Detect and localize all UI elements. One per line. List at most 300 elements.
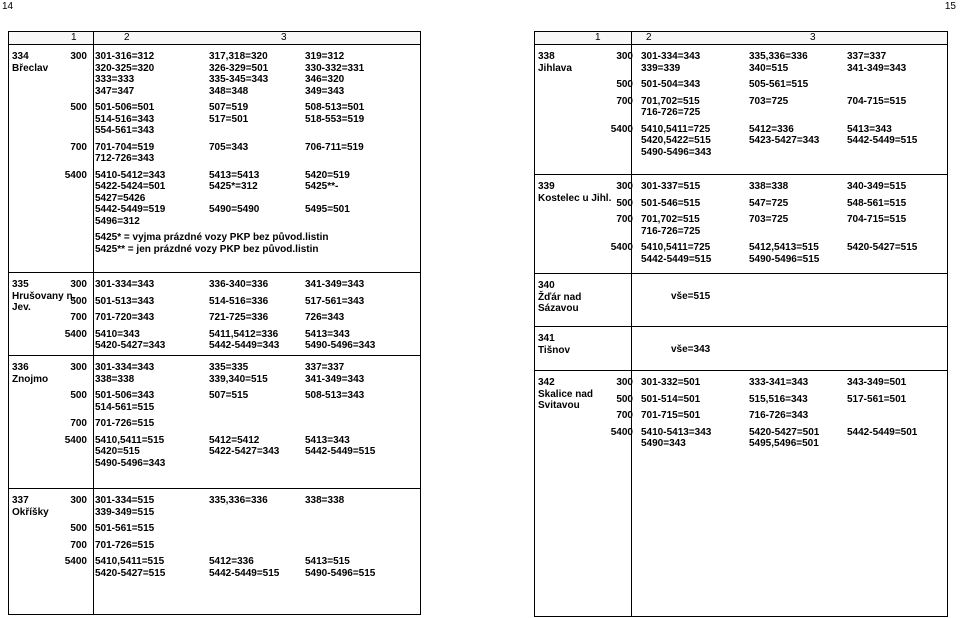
value-line: 716-726=725 (641, 107, 701, 118)
value-line: 501-546=515 (641, 197, 701, 209)
mapping-col-a (95, 556, 209, 579)
category-code: 5400 (64, 328, 87, 340)
value-line: 5410-5413=343 (641, 426, 712, 438)
header-col-1: 1 (595, 32, 601, 43)
value-line: 704-715=515 (847, 214, 907, 225)
mapping-col-c (847, 214, 906, 226)
value-line: 5442-5449=501 (847, 426, 918, 438)
station-name-line: Jihlava (538, 62, 572, 74)
station-name-line: Žďár nad (538, 291, 582, 303)
value-line: 5412=5412 (209, 434, 260, 446)
header-col-3: 3 (810, 32, 816, 43)
value-line: 505-561=515 (749, 79, 809, 90)
value-line: 547=725 (749, 197, 789, 209)
value-line: 507=515 (209, 390, 249, 401)
category-code: 500 (70, 390, 87, 401)
mapping-col-c (847, 198, 906, 210)
category-row (598, 394, 917, 406)
value-line: 341-349=343 (847, 62, 907, 74)
value-line: 712-726=343 (95, 153, 155, 164)
category-row (598, 181, 917, 193)
mapping-col-a (641, 79, 749, 91)
mapping-col-b (749, 181, 847, 193)
value-line: 501-513=343 (95, 295, 155, 307)
value-line: 343-349=501 (847, 377, 907, 388)
mapping-col-b (209, 495, 305, 507)
station-name-line: Jev. (12, 302, 31, 313)
value-line: 338=338 (305, 495, 345, 506)
station-name (12, 495, 49, 518)
mapping-col-b (209, 312, 305, 324)
mapping-col-a (641, 51, 749, 74)
mapping-col-b (209, 102, 305, 125)
value-line: 705=343 (209, 141, 249, 153)
mapping-col-c (847, 124, 917, 147)
value-line: 514-561=515 (95, 401, 155, 413)
category-code: 500 (616, 393, 633, 405)
mapping-col-a (641, 124, 749, 159)
value-line: 335=335 (209, 362, 249, 373)
mapping-col-b (749, 214, 847, 226)
value-line: 501-506=501 (95, 102, 155, 113)
value-line: 501-561=515 (95, 523, 155, 534)
value-line: 5420=519 (305, 169, 350, 181)
value-line: 341-349=343 (305, 279, 365, 290)
mapping-col-b (209, 390, 305, 402)
mapping-col-c (847, 427, 917, 439)
category-rows (598, 51, 917, 163)
station-block-339 (535, 175, 947, 273)
category-row (53, 51, 364, 97)
category-row (598, 377, 917, 389)
value-line: 5423-5427=343 (749, 135, 820, 146)
value-line (209, 193, 305, 205)
station-block-335 (9, 273, 420, 355)
header-col-2: 2 (646, 32, 652, 43)
category-row (53, 390, 375, 413)
header-col-3: 3 (281, 32, 287, 43)
category-code: 500 (70, 102, 87, 113)
mapping-col-a (641, 242, 749, 265)
station-name-line: 334 (12, 51, 29, 62)
value-line: 704-715=515 (847, 95, 907, 107)
mapping-col-c (847, 242, 917, 254)
category-row (53, 418, 375, 430)
value-line: 701-704=519 (95, 141, 155, 153)
value-line: 339=339 (641, 62, 681, 74)
value-line: 348=348 (209, 85, 249, 97)
category-code: 500 (616, 79, 633, 90)
value-line: 5410,5411=725 (641, 123, 711, 135)
station-name-line: 337 (12, 495, 29, 506)
value-line: 335,336=336 (209, 495, 268, 506)
value-line: 508-513=501 (305, 102, 365, 113)
value-line: 701-715=501 (641, 410, 701, 421)
station-name (538, 280, 581, 315)
station-name (12, 51, 48, 74)
category-rows (598, 377, 917, 455)
value-line: 5422-5427=343 (209, 446, 280, 457)
mapping-col-b (749, 51, 847, 74)
mapping-col-c (305, 142, 364, 154)
category-rows (53, 362, 375, 474)
category-code: 500 (616, 197, 633, 209)
mapping-col-c (305, 362, 364, 385)
station-block-337 (9, 489, 420, 615)
value-line: 5411,5412=336 (209, 328, 279, 340)
station-name-line: 338 (538, 51, 555, 62)
value-line: 346=320 (305, 74, 345, 85)
value-line: 706-711=519 (305, 141, 364, 153)
mapping-col-c (305, 556, 375, 579)
category-row (53, 435, 375, 470)
category-row (53, 142, 364, 165)
value-line: 333-341=343 (749, 377, 809, 388)
value-line: 5425**- (305, 181, 339, 192)
mapping-col-a (641, 214, 749, 237)
category-code: 700 (70, 141, 87, 153)
category-code: 5400 (64, 169, 87, 181)
all-cars-value: vše=515 (671, 291, 711, 302)
category-row (53, 312, 375, 324)
category-row (53, 495, 375, 518)
station-name-line: 342 (538, 377, 555, 388)
station-block-334 (9, 45, 420, 272)
value-line: 5425*=312 (209, 181, 258, 192)
category-code: 5400 (610, 242, 633, 253)
station-name-line: Sázavou (538, 303, 579, 314)
value-line: 338=338 (95, 373, 135, 385)
station-name (538, 51, 572, 74)
value-line (305, 193, 350, 205)
category-code: 700 (616, 410, 633, 421)
value-line: 349=343 (305, 85, 345, 97)
mapping-col-b (209, 556, 305, 579)
value-line: 5442-5449=515 (641, 253, 712, 265)
value-line: 5412=336 (209, 556, 254, 567)
station-name-line: 339 (538, 181, 555, 192)
category-rows (53, 51, 364, 255)
category-row (598, 96, 917, 119)
value-line: 5495=501 (305, 204, 350, 215)
mapping-col-c (847, 96, 906, 108)
value-line: 703=725 (749, 95, 789, 107)
mapping-col-a (95, 279, 209, 291)
value-line: 335-345=343 (209, 74, 269, 85)
mapping-col-a (95, 495, 209, 518)
value-line: 326-329=501 (209, 62, 269, 74)
mapping-col-a (95, 102, 209, 137)
value-line: 5496=312 (95, 215, 140, 227)
value-line: 5442-5449=515 (847, 135, 918, 146)
mapping-col-b (749, 198, 847, 210)
mapping-col-c (305, 390, 364, 402)
mapping-col-b (749, 394, 847, 406)
station-name-line: Okříšky (12, 506, 49, 518)
mapping-col-a (95, 362, 209, 385)
value-line: 5427=5426 (95, 192, 146, 204)
category-code: 500 (70, 295, 87, 307)
value-line: 301-316=312 (95, 51, 155, 62)
category-code: 500 (70, 523, 87, 534)
category-code: 300 (70, 279, 87, 290)
footnotes (95, 232, 364, 255)
mapping-col-c (305, 51, 364, 97)
category-code: 700 (70, 312, 87, 323)
value-line: 337=337 (305, 362, 345, 373)
value-line: 5495,5496=501 (749, 438, 819, 449)
value-line: 301-337=515 (641, 181, 701, 192)
category-row (598, 198, 917, 210)
mapping-col-c (305, 495, 344, 507)
page-number-left: 14 (2, 1, 14, 12)
mapping-col-a (641, 427, 749, 450)
station-block-336 (9, 356, 420, 488)
station-block-341 (535, 327, 947, 370)
footnote: 5425* = vyjma prázdné vozy PKP bez původ.listin (95, 232, 329, 243)
value-line: 340=515 (749, 62, 789, 74)
value-line: 5490-5496=343 (305, 340, 376, 351)
station-name-line: 341 (538, 333, 555, 344)
footnote: 5425** = jen prázdné vozy PKP bez původ.listin (95, 243, 319, 255)
mapping-col-a (641, 198, 749, 210)
value-line: 317,318=320 (209, 51, 268, 62)
mapping-col-a (95, 329, 209, 352)
station-name (12, 362, 48, 385)
mapping-col-a (95, 170, 209, 228)
value-line: 701-726=515 (95, 539, 155, 551)
mapping-col-c (305, 329, 375, 352)
mapping-col-c (305, 312, 344, 324)
category-row (53, 329, 375, 352)
value-line: 5422-5424=501 (95, 181, 166, 192)
value-line: 5410,5411=515 (95, 556, 165, 567)
category-code: 5400 (610, 123, 633, 135)
category-code: 700 (616, 95, 633, 107)
value-line: 701-726=515 (95, 418, 155, 429)
category-code: 300 (70, 495, 87, 506)
value-line: 5490-5496=343 (95, 457, 166, 469)
category-code: 700 (616, 214, 633, 225)
mapping-col-a (641, 96, 749, 119)
category-row (53, 102, 364, 137)
station-block-340 (535, 274, 947, 326)
value-line: 507=519 (209, 102, 249, 113)
value-line: 319=312 (305, 51, 345, 62)
value-line: 340-349=515 (847, 181, 907, 192)
mapping-col-a (641, 181, 749, 193)
value-line: 5442-5449=515 (305, 446, 376, 457)
station-name-line: Kostelec u Jihl. (538, 192, 612, 204)
category-row (53, 540, 375, 552)
station-name-line: 336 (12, 362, 29, 373)
category-code: 700 (70, 539, 87, 551)
value-line: 501-514=501 (641, 393, 701, 405)
category-row (598, 410, 917, 422)
value-line: 518-553=519 (305, 113, 365, 125)
value-line: 341-349=343 (305, 373, 365, 385)
station-name (538, 333, 570, 356)
mapping-col-c (847, 377, 906, 389)
mapping-col-b (749, 427, 847, 450)
mapping-col-c (305, 279, 364, 291)
value-line: 5420-5427=343 (95, 340, 166, 351)
value-line: 508-513=343 (305, 390, 365, 401)
station-name-line: 340 (538, 280, 555, 291)
category-row (598, 427, 917, 450)
station-name-line: Znojmo (12, 373, 49, 385)
value-line: 5413=5413 (209, 169, 260, 181)
mapping-col-b (749, 79, 847, 91)
value-line: 333=333 (95, 74, 135, 85)
value-line: 5413=515 (305, 556, 350, 567)
mapping-col-b (749, 242, 847, 265)
mapping-col-b (209, 296, 305, 308)
mapping-col-c (847, 51, 906, 74)
category-row (53, 279, 375, 291)
value-line: 301-334=343 (95, 362, 155, 373)
value-line: 517-561=343 (305, 295, 365, 307)
value-line: 554-561=343 (95, 125, 155, 136)
category-row (53, 523, 375, 535)
value-line: 5413=343 (847, 123, 892, 135)
header-col-1: 1 (71, 32, 77, 43)
value-line: 336-340=336 (209, 279, 269, 290)
value-line: 301-332=501 (641, 377, 701, 388)
right-table (534, 31, 948, 617)
mapping-col-a (95, 523, 209, 535)
category-row (598, 214, 917, 237)
mapping-col-c (847, 394, 906, 406)
station-block-342 (535, 371, 947, 617)
header-col-2: 2 (124, 32, 130, 43)
value-line: 517=501 (209, 113, 249, 125)
category-code: 300 (616, 181, 633, 192)
value-line: 517-561=501 (847, 393, 907, 405)
category-row (53, 296, 375, 308)
value-line: 339-349=515 (95, 506, 155, 518)
mapping-col-a (95, 142, 209, 165)
mapping-col-b (749, 377, 847, 389)
station-name-line: Hrušovany n. (12, 290, 76, 302)
mapping-col-c (305, 435, 375, 458)
station-name-line: Břeclav (12, 62, 49, 74)
category-row (598, 51, 917, 74)
station-block-338 (535, 45, 947, 174)
value-line: 501-504=343 (641, 79, 701, 90)
mapping-col-a (95, 390, 209, 413)
mapping-col-b (209, 170, 305, 216)
category-code: 5400 (610, 426, 633, 438)
mapping-col-b (749, 410, 847, 422)
value-line: 515,516=343 (749, 393, 808, 405)
value-line: 5490-5496=515 (305, 567, 376, 579)
value-line: 5490-5496=515 (749, 253, 820, 265)
category-code: 300 (616, 377, 633, 388)
mapping-col-b (209, 362, 305, 385)
mapping-col-a (641, 410, 749, 422)
value-line: 335,336=336 (749, 51, 808, 62)
value-line: 701,702=515 (641, 214, 700, 225)
value-line: 5410=343 (95, 328, 140, 340)
value-line: 5410,5411=725 (641, 242, 711, 253)
value-line: 5442-5449=515 (209, 567, 280, 579)
mapping-col-b (209, 51, 305, 97)
value-line: 5410-5412=343 (95, 169, 166, 181)
category-code: 5400 (64, 556, 87, 567)
value-line: 5420-5427=515 (847, 242, 918, 253)
category-rows (598, 181, 917, 270)
value-line: 5442-5449=343 (209, 340, 280, 351)
value-line: 337=337 (847, 51, 887, 62)
category-row (53, 362, 375, 385)
category-code: 5400 (64, 434, 87, 446)
value-line: 5412=336 (749, 123, 794, 135)
mapping-col-b (209, 329, 305, 352)
value-line: 338=338 (749, 181, 789, 192)
page-number-right: 15 (944, 1, 956, 12)
category-rows (53, 279, 375, 357)
station-name-line: 335 (12, 279, 29, 290)
value-line: 5442-5449=519 (95, 204, 166, 215)
value-line: 716-726=343 (749, 410, 809, 421)
mapping-col-b (749, 96, 847, 108)
category-row (53, 556, 375, 579)
mapping-col-b (209, 435, 305, 458)
left-table (8, 31, 421, 615)
category-rows (53, 495, 375, 584)
value-line: 514-516=336 (209, 295, 269, 307)
mapping-col-a (95, 435, 209, 470)
value-line: 701-720=343 (95, 312, 155, 323)
value-line: 5413=343 (305, 434, 350, 446)
category-code: 300 (616, 51, 633, 62)
value-line: 5420,5422=515 (641, 135, 711, 146)
category-code: 300 (70, 51, 87, 62)
value-line: 501-506=343 (95, 390, 155, 401)
mapping-col-a (95, 540, 209, 552)
mapping-col-a (95, 51, 209, 97)
all-cars-value: vše=343 (671, 344, 711, 355)
value-line: 5490=5490 (209, 204, 260, 215)
category-row (598, 79, 917, 91)
value-line: 5490-5496=343 (641, 146, 712, 158)
mapping-col-c (305, 296, 364, 308)
value-line: 330-332=331 (305, 62, 365, 74)
station-name-line: Tišnov (538, 344, 571, 356)
mapping-col-a (95, 312, 209, 324)
value-line: 339,340=515 (209, 373, 268, 385)
value-line: 5412,5413=515 (749, 242, 819, 253)
category-code: 300 (70, 362, 87, 373)
value-line: 5410,5411=515 (95, 434, 165, 446)
value-line: 716-726=725 (641, 225, 701, 237)
value-line: 703=725 (749, 214, 789, 225)
value-line: 701,702=515 (641, 95, 700, 107)
value-line: 548-561=515 (847, 197, 907, 209)
mapping-col-a (641, 394, 749, 406)
value-line: 726=343 (305, 312, 345, 323)
category-row (53, 170, 364, 228)
category-code: 700 (70, 418, 87, 429)
value-line: 5413=343 (305, 328, 350, 340)
value-line: 5420=515 (95, 446, 140, 457)
mapping-col-b (209, 279, 305, 291)
category-row (598, 124, 917, 159)
station-name (538, 377, 593, 412)
value-line: 514-516=343 (95, 113, 155, 125)
mapping-col-c (847, 181, 906, 193)
